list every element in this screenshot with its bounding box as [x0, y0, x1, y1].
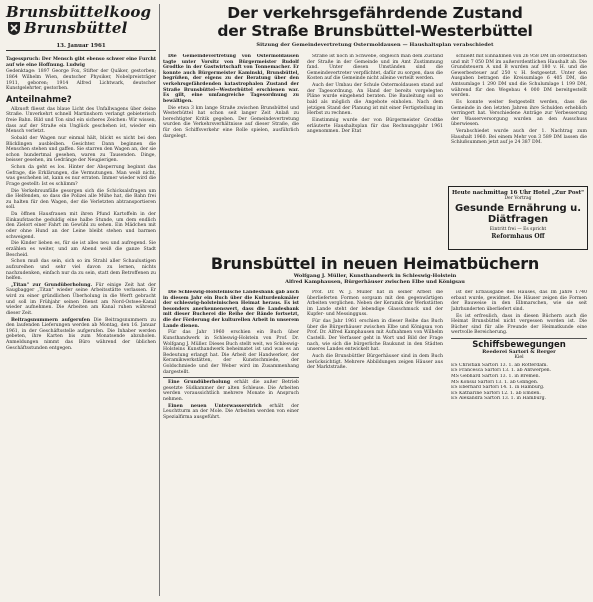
- grundueberholung-text: erhält die außer Betrieb gesetzte Südkammer der alten Schleuse. Die Arbeiten werden voraussichtlich mehrere Monate in Anspruch nehmen.: [163, 380, 299, 402]
- unterwasser-heading: Einen neuen Unterwasserstrich: [168, 403, 262, 409]
- article-2-col2-para-3: Auch die Brunsbüttler Bürgerhäuser sind in dem Buch berücksichtigt. Mehrere Abbildungen zeigen Häuser aus der Marktstraße.: [307, 353, 443, 371]
- column-rule: [159, 4, 160, 596]
- article-1-col1-para-1: Die Gemeindevertretung von Ostermoldausen tagte unter Vorsitz von Bürgermeister Rudolf Grodtke in der Gastwirtschaft von Tonnemacher. Er konnte auch Bürgermeister Kaminski, Brunsbüttel, begrüßen, der eigens zu der Beratung über den verkehrsgefährdenden katastrophalen Zustand der Straße Brunsbüttel—Westerbüttel erschienen war. Es gilt, eine umfangreiche Tagesordnung zu bewältigen.: [163, 54, 299, 104]
- article-2-col3-para-1: ist der Erbausgabe des Hauses, das Im Jahre 1740 erbaut wurde, gewidmet. Die Häuser zeigen die Formen der Bauweise in den Elbmarschen, wie sie seit Jahrhunderten überliefert sind.: [451, 290, 587, 312]
- grundueberholung-heading: Eine Grundüberholung: [168, 380, 231, 386]
- article-2-header: [163, 255, 587, 285]
- newspaper-page: [6, 4, 587, 596]
- ostern-para-2: Die Kinder lieben es, für sie ist alles neu und aufregend. Sie erzählen es weiter, und am Abend weiß die ganze Stadt Bescheid.: [6, 241, 156, 258]
- titan-heading: „Titan" zur Grundüberholung.: [11, 282, 93, 288]
- shipping-company: Reederei Sartori & Berger: [482, 348, 556, 355]
- article-2-col2-para-2: Für das Jahr 1961 erschien in dieser Reihe das Buch über die Bürgerhäuser zwischen Elbe und Königsau von Prof. Dr. Alfred Kamphausen mit Aufnahmen von Wilhelm Castelli. Der Verfasser geht in Wort und Bild der Frage nach, wie sich die bürgerliche Baukunst in den Städten unseres Landes entwickelt hat.: [307, 319, 443, 353]
- article-1-title-line-2: der Straße Brunsbüttel-Westerbüttel: [217, 22, 533, 40]
- masthead-line-2: Brunsbüttel: [6, 20, 156, 36]
- ad-title: Gesunde Ernährung u. Diätfragen: [454, 203, 582, 225]
- article-1-col3-para-2: Es konnte weiter festgestellt werden, dass die Gemeinde in den letzten Jahren ihre Schulden erheblich verringert hat. Verschiedene Anträge zur Verbesserung der Wasserversorgung wurden an den Ausschuss überwiesen.: [451, 99, 587, 128]
- daily-motto: Tagesspruch: Der Mensch gibt ebenso schwer eine Furcht auf wie eine Hoffnung. Ludwig: [6, 57, 156, 68]
- article-1-col2-para-2: Auch der Umbau der Schule Ostermoldausen stand auf der Tagesordnung. An Hand der bereits vorgelegten Pläne wurde eingehend beraten. Die Bauleitung soll so bald als möglich die Angebote einholen. Nach dem jetzigen Stand der Planung ist mit einer Fertigstellung im Herbst zu rechnen.: [307, 83, 443, 117]
- anteilnahme-heading: Anteilnahme?: [6, 94, 72, 105]
- ostern-para-1: Da öffnen Hausfrauen mit ihren Pfund Kartoffeln in der Einkaufstasche geduldig eine halbe Stunde, um dem endlich den Zielort einer Fahrt im Gewühl zu sehen. Ein Mädchen mit oder ohne Hund an der Leine bleibt stehen und barmen schweigend.: [6, 212, 156, 240]
- article-1-col2-para-3: Einstimmig wurde der von Bürgermeister Grodtke erläuterte Haushaltsplan für das Rechnungsjahr 1961 angenommen. Der Etat: [307, 117, 443, 135]
- article-1-header: [163, 4, 587, 48]
- ship-row: ES Christian Sartori 13. 1. ab Rotterdam.: [451, 362, 548, 368]
- divider: [451, 338, 587, 339]
- article-2-col1-para-1: Die Schleswig-Holsteinische Landesbank gab auch in diesem Jahr ein Buch über die Kulturdenkmäler der schleswig-holsteinischen Heimat heraus. Es ist besonders anerkennenswert, dass die Landesbank mit dieser Bucherei die Reihe der Bände fortsetzt, die der Förderung der kulturellen Arbeit in unserem Lande dienen.: [163, 290, 299, 329]
- article-1-title-line-1: Der verkehrsgefährdende Zustand: [227, 4, 523, 22]
- lecture-advertisement: [448, 186, 588, 250]
- titan-text: Für einige Zeit hat der Saugbagger „Titan" wieder seine Arbeitsstätte verlassen. Er wird zu einer gründlichen Überholung in die Werft gebracht und soll im Frühjahr seinen Dienst am Nord-Ostsee-Kanal wieder aufnehmen. Die Arbeiten am Kanal ruhen während dieser Zeit.: [6, 282, 156, 316]
- anteilnahme-para-3: Schon da geht es los. Hinter der Absperrung beginnt das Gefrage, die Erklärungen, die Vermutungen. Man weiß nicht, was geschehen ist, kann es nur erraten. Immer wieder wird die Frage gestellt: Ist es schlimm?: [6, 165, 156, 187]
- article-1-col3-para-1: schließt mit Einnahmen von 26 958 DM im ordentlichen und mit 7 050 DM im außerordentlichen Haushalt ab. Die Grundsteuern A und B wurden auf 180 v. H. und die Gewerbesteuer auf 250 v. H. festgesetzt. Unter den Ausgaben betragen die Kreisumlage 6 405 DM, die Amtsumlage 1 290 DM und die Schulumlage 1 199 DM, während für den Wegebau 4 000 DM bereitgestellt werden.: [451, 54, 587, 99]
- article-2-title: Brunsbüttel in neuen Heimatbüchern: [210, 254, 540, 273]
- ad-line-1: Heute nachmittag 16 Uhr Hotel „Zur Post": [451, 190, 585, 196]
- article-2-col2-para-1: Prof. Dr. W. J. Müller hat in seiner Arbeit die überlieferten Formen sorgsam mit den gegenwärtigen Arbeiten verglichen. Neben der Keramik der Werkstätten im Lande steht der lebendige Glasschmuck und der Kupfer- und Messingguss.: [307, 290, 443, 318]
- article-2-col-3: [451, 290, 587, 602]
- beitrag-item: [6, 318, 156, 352]
- left-column: [6, 53, 156, 601]
- unterwasser-item: [163, 404, 299, 421]
- ad-sponsor: Reformhaus Off: [491, 233, 545, 240]
- article-1-col-3: [451, 54, 587, 182]
- titan-item: [6, 283, 156, 317]
- ad-line-2: Der Vortrag: [504, 196, 532, 201]
- ship-row: MS Gebhard Sartori 13. 1. in Bremen.: [451, 373, 541, 379]
- ad-line-4: Eintritt frei — Es spricht: [489, 227, 547, 232]
- masthead-line-1: Brunsbüttelkoog: [6, 3, 152, 21]
- town-crest-icon: [6, 20, 22, 36]
- beitrag-heading: Beitragsnummern aufgerufen: [11, 317, 91, 323]
- grundueberholung-item: [163, 380, 299, 402]
- article-2-subtitle-1: Wolfgang J. Müller, Kunsthandwerk in Schleswig-Holstein: [293, 273, 457, 279]
- masthead: [6, 4, 156, 36]
- anteilnahme-para-4: Die Verkehrsunfälle gesorgen sich die Schicksalsfragen um die Helfenden, so dass die Polizei alle Mühe hat, die Bahn frei zu halten für den Wagen, der die Verletzten abtransportieren soll.: [6, 188, 156, 211]
- beitrag-text: Die Beitragsnummern zu den laufenden Lieferungen werden ab Montag, den 16. Januar 1961, in der Geschäftsstelle aufgerufen. Die Inhaber werden gebeten, ihre Karten bis zum Monatsende abzuholen. Anmeldungen nimmt das Büro während der üblichen Geschäftsstunden entgegen.: [6, 317, 156, 351]
- article-2-col3-para-2: Es ist erfreulich, dass in diesen Büchern auch die Heimat Brunsbüttel nicht vergessen worden ist. Die Bücher sind für alle Freunde der Heimatkunde eine wertvolle Bereicherung.: [451, 313, 587, 336]
- shipping-company-city: Kiel: [514, 355, 524, 361]
- article-1-col-2: [307, 54, 443, 230]
- ostern-para-3: Schon muß das sein, sich so im Strahl aller Schaulustigen aufzureihen und sehr viel davon zu lernen, nichts nachzudenken, einfach nur da zu sein, statt dem Betroffenen zu helfen.: [6, 259, 156, 282]
- memorial-days: Gedenktage: 1897 George Fox, Stifter der Quäker, gestorben; 1864 Wilhelm Wien, deutscher Physiker, Nobelpreisträger 1911, geboren; 1914 Alfred Lichtwark, deutscher Kunstgelehrter, gestorben.: [6, 69, 156, 92]
- ship-row: ES Eberhard Sartori 14. 1. in Hamburg.: [451, 385, 545, 391]
- article-1-col1-para-2: Die etwa 3 km lange Straße zwischen Brunsbüttel und Westerbüttel hat schon seit langer Zeit Anlaß zu berechtigter Kritik gegeben. Der Gemeindevertretung wurden die Verkehrsverhältnisse auf dieser Straße, die für den Schiffsverkehr eine Rolle spielen, ausführlich dargelegt.: [163, 105, 299, 139]
- article-1-subline: Sitzung der Gemeindevertretung Ostermoldausen — Haushaltsplan verabschiedet: [256, 42, 494, 48]
- ship-row: MS Konsul Sartori 13. 1. ab Gdingen.: [451, 379, 539, 385]
- ship-row: ES Alexandra Sartori 13. 1. in Hamburg.: [451, 396, 547, 402]
- article-1-col2-para-1: Straße ist noch in Schwebe, obgleich man dem Zustand der Straße in der Gemeinde und im Amt Zustimmung fand. Unter diesen Umständen sind die Gemeindevertreter verpflichtet, dafür zu sorgen, dass die Kosten auf die Gemeinde nicht alleine verteilt werden.: [307, 54, 443, 82]
- unterwasser-text: erhält der Leuchtturm an der Mole. Die Arbeiten werden von einer Spezialfirma ausgeführt.: [163, 403, 299, 420]
- article-1-col-1: [163, 54, 299, 230]
- article-2-subtitle-2: Alfred Kamphausen, Bürgerhäuser zwischen Elbe und Königsau: [285, 279, 465, 285]
- article-2-col-2: [307, 290, 443, 602]
- ship-row: ES Francesca Sartori 13. 1. ab Antwerpen.: [451, 368, 552, 374]
- ship-movements-heading: Schiffsbewegungen: [472, 339, 566, 350]
- ship-row: ES Katharine Sartori 12. 1. ab Emden.: [451, 390, 541, 396]
- article-2-body: [163, 290, 587, 602]
- article-2-col1-para-2: Für das Jahr 1960 erschien ein Buch über Kunsthandwerk in Schleswig-Holstein von Prof. Dr. Wolfgang J. Müller. Dieses Buch stellt weit, wo Schleswig-Holsteins Kunsthandwerk beheimatet ist und was es an Bedeutung erlangt hat. Die Arbeit der Handwerker, der Keramikwerkstätten, der Kunstschmiede, der Goldschmiede und der Weber wird im Zusammenhang dargestellt.: [163, 330, 299, 375]
- article-2-col-1: [163, 290, 299, 602]
- anteilnahme-para-1: Allzuoft fliesst das blaue Licht des Unfallwagens über deine Straße. Unverkehrt schnell Martinshorn verlangt gebieterisch freie Bahn. Bild und Ton sind ein sicheres Zeichen: Wir wissen, dass auf der Straße ein Unglück geschehen ist, wieder ein Mensch verletzt.: [6, 106, 156, 135]
- anteilnahme-para-2: Sobald der Wagen nur einmal hält, blickt es nicht bei den Blicklingen ausbleiben. Gesichter. Dann beginnen die Menschen stehen und gaffen. Sie starren den Wagen an, der sie schon hundertmal gesehen, waren zu Tausenden. Dinge, beisser gesehen, im Gedränge der Neugierigen.: [6, 135, 156, 164]
- divider: [163, 377, 299, 378]
- issue-date: 13. Januar 1961: [6, 43, 156, 51]
- article-1-col3-para-3: Verabschiedet wurde auch der 1. Nachtrag zum Haushalt 1960. Bei einem Mehr von 3 589 DM lassen die Schlußsummen jetzt auf je 24 387 DM.: [451, 129, 587, 146]
